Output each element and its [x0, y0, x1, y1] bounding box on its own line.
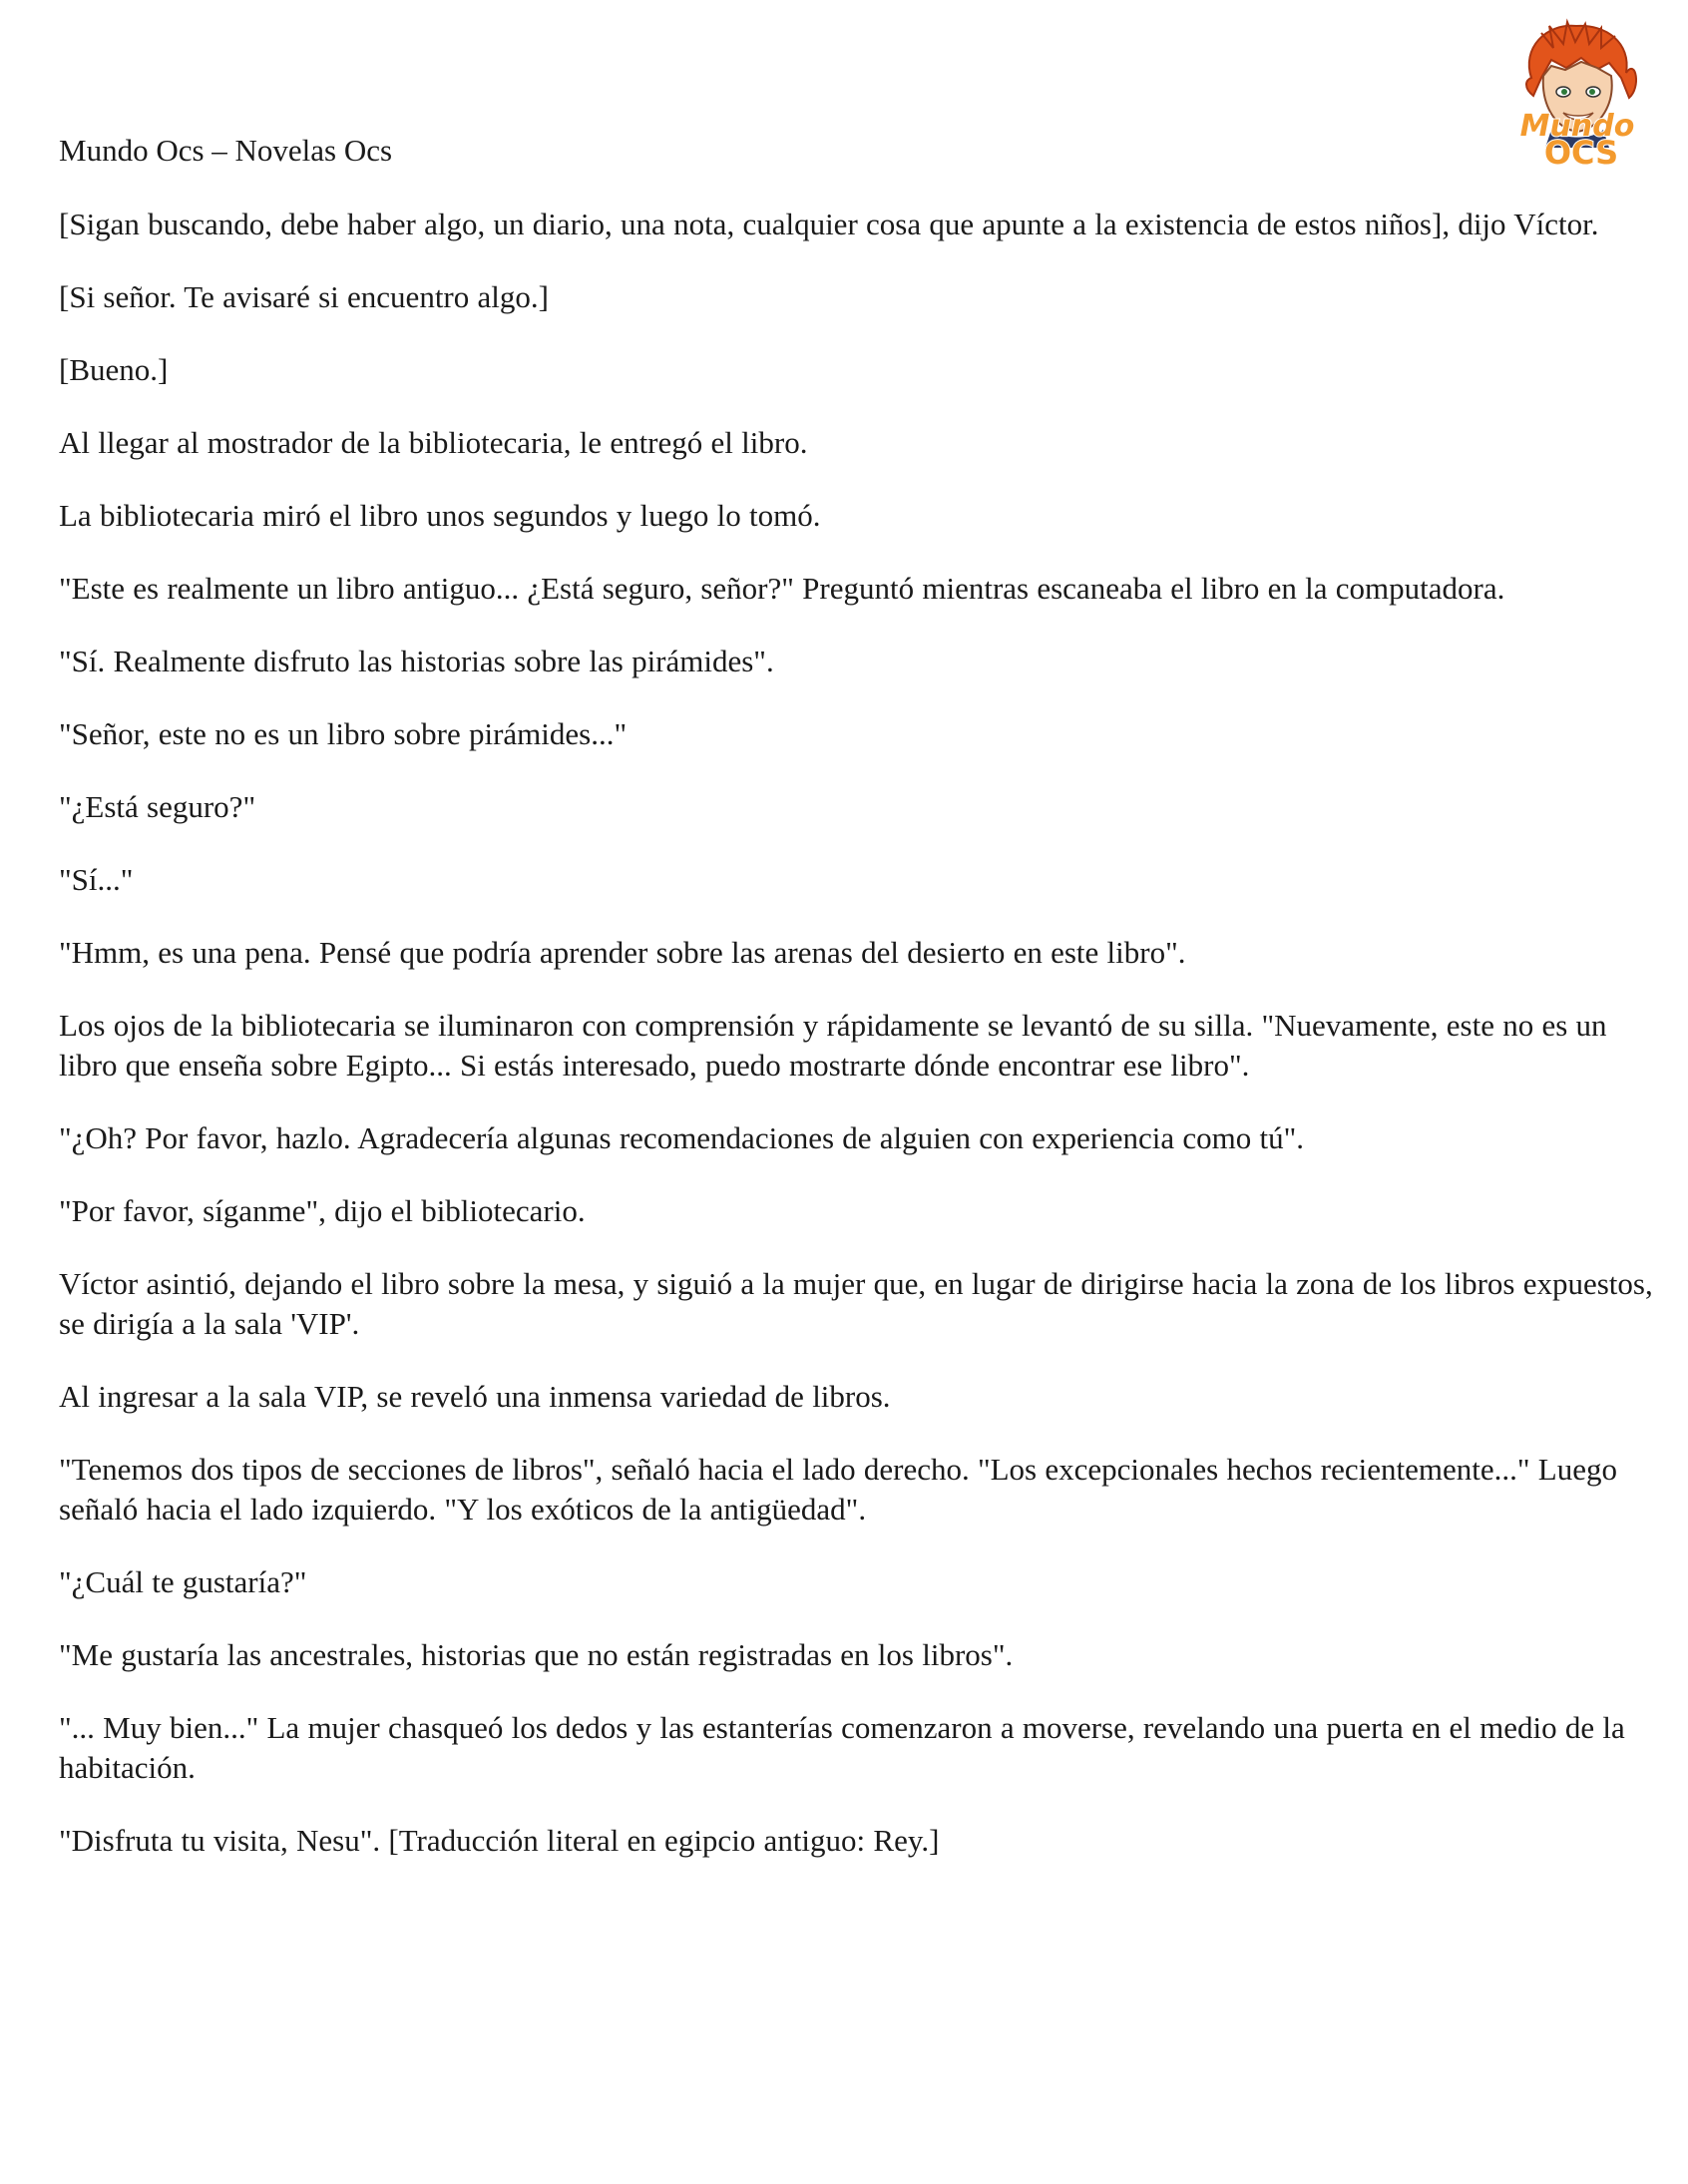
paragraph: Víctor asintió, dejando el libro sobre la mesa, y siguió a la mujer que, en lugar de dirigirse hacia la zona de los libros expuestos, se dirigía a la sala 'VIP'.: [59, 1266, 1653, 1341]
paragraph: "Sí. Realmente disfruto las historias sobre las pirámides".: [59, 644, 774, 678]
page-header: Mundo Ocs – Novelas Ocs: [59, 133, 393, 168]
paragraph: "Me gustaría las ancestrales, historias que no están registradas en los libros".: [59, 1637, 1014, 1672]
paragraph: "Señor, este no es un libro sobre pirámides...": [59, 716, 628, 751]
paragraph: Al ingresar a la sala VIP, se reveló una inmensa variedad de libros.: [59, 1379, 891, 1414]
logo-graphic: [1501, 18, 1653, 170]
paragraph: [Sigan buscando, debe haber algo, un diario, una nota, cualquier cosa que apunte a la existencia de estos niños], dijo Víctor.: [59, 207, 1599, 241]
paragraph: Los ojos de la bibliotecaria se iluminaron con comprensión y rápidamente se levantó de su silla. "Nuevamente, este no es un libro que enseña sobre Egipto... Si estás interesado, puedo mostrarte dónde encontrar ese libro".: [59, 1008, 1607, 1083]
paragraph: [Si señor. Te avisaré si encuentro algo.]: [59, 279, 549, 314]
paragraph: "Por favor, síganme", dijo el bibliotecario.: [59, 1193, 586, 1228]
paragraph: "Sí...": [59, 862, 134, 897]
paragraph: La bibliotecaria miró el libro unos segundos y luego lo tomó.: [59, 498, 821, 533]
logo-text-mundo: Mundo: [1519, 109, 1635, 144]
paragraph: "Hmm, es una pena. Pensé que podría aprender sobre las arenas del desierto en este libro".: [59, 935, 1186, 970]
paragraph: Al llegar al mostrador de la bibliotecaria, le entregó el libro.: [59, 425, 808, 460]
paragraph: "... Muy bien..." La mujer chasqueó los dedos y las estanterías comenzaron a moverse, revelando una puerta en el medio de la habitación.: [59, 1710, 1625, 1785]
story-body: [59, 205, 1655, 1894]
paragraph: "¿Está seguro?": [59, 789, 256, 824]
mundo-ocs-logo: [1501, 18, 1653, 170]
paragraph: "¿Cuál te gustaría?": [59, 1564, 307, 1599]
paragraph: "Este es realmente un libro antiguo... ¿Está seguro, señor?" Preguntó mientras escaneaba el libro en la computadora.: [59, 571, 1505, 606]
paragraph: "Disfruta tu visita, Nesu". [Traducción literal en egipcio antiguo: Rey.]: [59, 1823, 940, 1858]
logo-text-ocs: OCS: [1543, 134, 1619, 170]
paragraph: "¿Oh? Por favor, hazlo. Agradecería algunas recomendaciones de alguien con experiencia como tú".: [59, 1120, 1305, 1155]
paragraph: [Bueno.]: [59, 352, 169, 387]
paragraph: "Tenemos dos tipos de secciones de libros", señaló hacia el lado derecho. "Los excepcionales hechos recientemente..." Luego señaló hacia el lado izquierdo. "Y los exóticos de la antigüedad".: [59, 1452, 1617, 1527]
